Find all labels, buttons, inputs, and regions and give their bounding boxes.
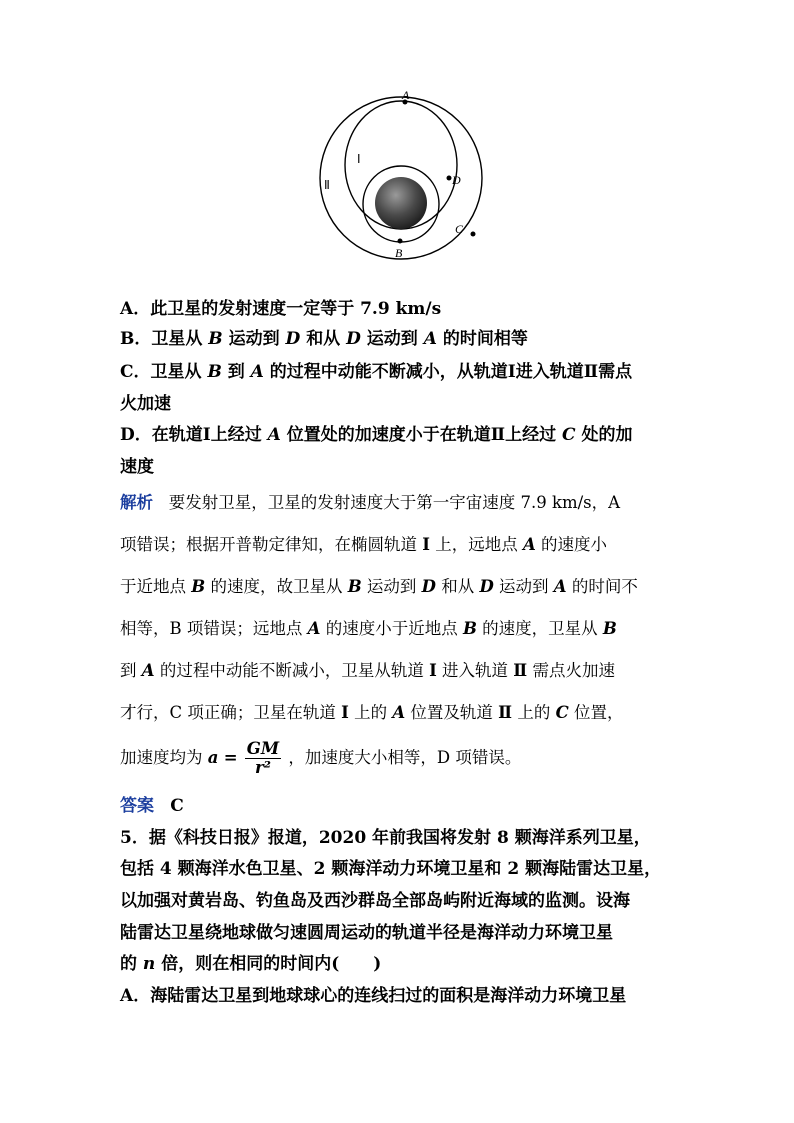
option-c-t2: 到 [227,362,245,382]
option-d [120,424,632,446]
option-d-v1: A [267,425,281,445]
q5-line-2 [120,858,661,880]
sol-l5c: Ⅰ [429,661,437,680]
label-orbit-i: Ⅰ [357,152,361,166]
sol-l5e: Ⅱ [513,661,528,680]
option-d-t2: 位置处的加速度小于在轨道Ⅱ上经过 [286,425,557,445]
option-c-t1: C．卫星从 [120,362,202,382]
q5-l5v: n [142,954,156,974]
point-c [471,232,476,237]
sol-l5f: 需点火加速 [532,661,615,680]
answer-value: C [170,796,184,816]
sol-l3d: 和从 [441,577,475,596]
label-orbit-ii: Ⅱ [324,178,330,192]
sol-l7b: ，加速度大小相等，D 项错误。 [288,748,522,767]
option-d-t3: 处的加 [581,425,633,445]
option-a-text: A．此卫星的发射速度一定等于 7.9 km/s [120,299,442,319]
q5-line-4 [120,922,613,944]
sol-l5d: 进入轨道 [442,661,509,680]
option-b-t2: 运动到 [228,329,280,349]
sol-l6g: 位置， [573,703,624,722]
q5-l4: 陆雷达卫星绕地球做匀速圆周运动的轨道半径是海洋动力环境卫星 [120,923,613,943]
q5-line-1 [120,827,651,849]
option-b-v2: D [285,329,301,349]
option-c [120,361,632,383]
label-a: A [402,90,410,102]
option-d-v2: C [562,425,576,445]
sol-l3v2: B [347,577,362,596]
q5-l1: 5．据《科技日报》报道，2020 年前我国将发射 8 颗海洋系列卫星， [120,828,651,848]
solution-line-7 [120,738,521,778]
sol-l6f: 上的 [517,703,551,722]
q5-l2: 包括 4 颗海洋水色卫星、2 颗海洋动力环境卫星和 2 颗海陆雷达卫星， [120,859,662,879]
option-d-t1: D．在轨道Ⅰ上经过 [120,425,262,445]
sol-l3e: 运动到 [499,577,549,596]
sol-l5v: A [141,661,155,680]
label-b: B [395,246,403,260]
sol-l4b: 的速度小于近地点 [325,619,458,638]
sol-l3c: 运动到 [366,577,417,596]
answer-line [120,795,184,817]
sol-l7a: 加速度均为 [120,748,203,767]
sol-l2d: 的速度小 [541,535,608,554]
q5-l3: 以加强对黄岩岛、钓鱼岛及西沙群岛全部岛屿附近海域的监测。设海 [120,891,630,911]
option-b-t5: 的时间相等 [442,329,528,349]
formula-fraction [245,740,281,777]
option-c-v1: B [207,362,222,382]
sol-l2a: 项错误；根据开普勒定律知，在椭圆轨道 [120,535,417,554]
option-c-v2: A [250,362,264,382]
sol-l3v5: A [553,577,567,596]
sol-l6v1: A [392,703,406,722]
formula-numerator: GM [246,739,280,758]
option-b-t4: 运动到 [366,329,418,349]
earth-icon [375,177,427,229]
q5-line-6 [120,985,626,1007]
option-b-v4: A [423,329,437,349]
sol-l5b: 的过程中动能不断减小，卫星从轨道 [159,661,424,680]
formula-denominator: r² [255,758,271,777]
sol-l3a: 于近地点 [120,577,186,596]
point-b [398,239,403,244]
solution-line-3 [120,576,638,598]
sol-l6v2: C [555,703,569,722]
option-b-v3: D [346,329,361,349]
option-b-v1: B [208,329,223,349]
solution-line-1 [120,492,620,514]
sol-l4v2: B [462,619,477,638]
solution-line-4 [120,618,617,640]
point-d [447,176,452,181]
sol-l2v: A [522,535,536,554]
sol-l4v3: B [602,619,617,638]
option-d-t4: 速度 [120,457,154,477]
sol-l6c: 上的 [354,703,388,722]
sol-l6e: Ⅱ [498,703,513,722]
label-d: D [452,173,461,187]
solution-line-6 [120,702,623,724]
label-c: C [455,222,464,236]
sol-l3f: 的时间不 [571,577,638,596]
sol-l3v1: B [191,577,206,596]
answer-label: 答案 [120,796,154,816]
option-d-cont [120,456,154,478]
option-a [120,298,441,320]
option-b-t3: 和从 [306,329,341,349]
q5-l6: A．海陆雷达卫星到地球球心的连线扫过的面积是海洋动力环境卫星 [120,986,627,1006]
sol-l6b: Ⅰ [341,703,349,722]
sol-l4v1: A [307,619,321,638]
solution-line-2 [120,534,607,556]
option-c-t4: 火加速 [120,394,171,414]
sol-l4a: 相等，B 项错误；远地点 [120,619,303,638]
orbit-diagram [310,90,510,270]
solution-line-5 [120,660,615,682]
sol-l2c: 上，远地点 [435,535,518,554]
option-c-t3: 的过程中动能不断减小，从轨道Ⅰ进入轨道Ⅱ需点 [269,362,633,382]
solution-l1: 要发射卫星，卫星的发射速度大于第一宇宙速度 7.9 km/s，A [168,493,621,512]
sol-l4c: 的速度，卫星从 [482,619,598,638]
sol-l6d: 位置及轨道 [410,703,493,722]
q5-line-3 [120,890,630,912]
q5-line-5 [120,953,381,975]
sol-l3b: 的速度，故卫星从 [210,577,343,596]
sol-l2b: Ⅰ [422,535,430,554]
solution-label: 解析 [120,493,153,512]
option-c-cont [120,393,171,415]
option-b [120,328,528,350]
sol-l5a: 到 [120,661,137,680]
sol-l3v4: D [479,577,494,596]
q5-l5b: 倍，则在相同的时间内( ) [161,954,382,974]
sol-l6a: 才行，C 项正确；卫星在轨道 [120,703,336,722]
formula-equals: = [223,748,238,767]
formula-var-a: a [207,748,219,767]
sol-l3v3: D [421,577,436,596]
q5-l5a: 的 [120,954,137,974]
option-b-t1: B．卫星从 [120,329,203,349]
